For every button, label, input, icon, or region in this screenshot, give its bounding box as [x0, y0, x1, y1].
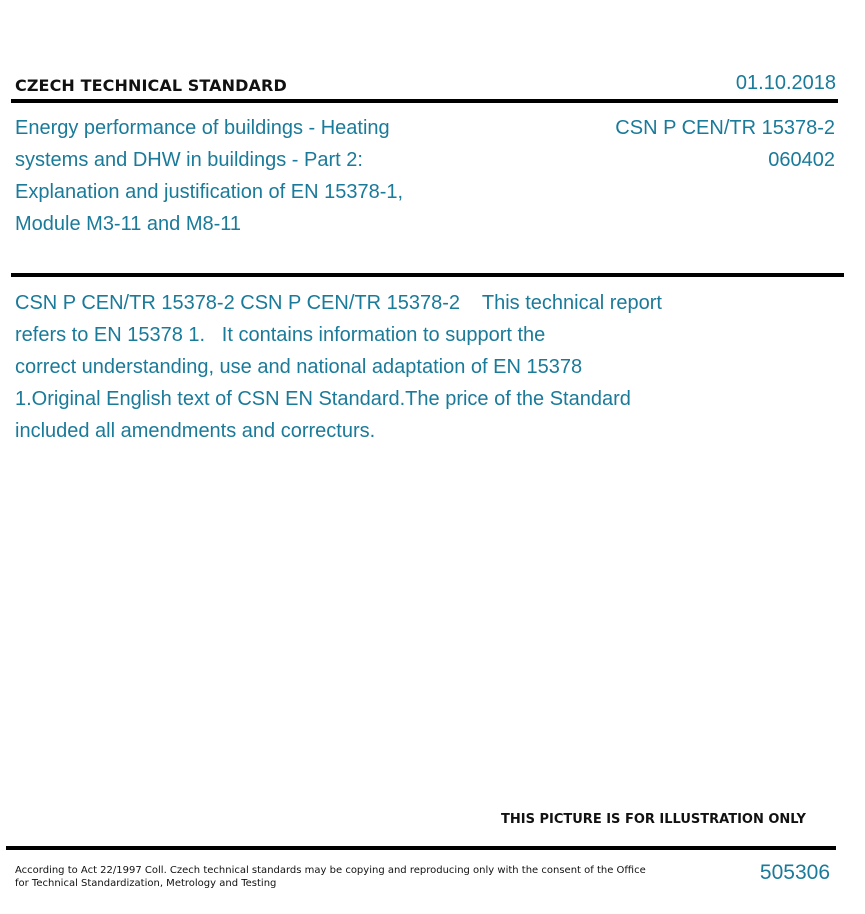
description-line: included all amendments and correcturs.	[15, 420, 376, 442]
title-line: Explanation and justification of EN 15378-1,	[15, 181, 404, 203]
standard-code: CSN P CEN/TR 15378-2	[615, 117, 835, 139]
standard-identifiers	[615, 112, 835, 176]
title-line: Energy performance of buildings - Heating	[15, 117, 390, 139]
title-line: systems and DHW in buildings - Part 2:	[15, 149, 363, 171]
section-divider	[11, 273, 844, 277]
title-line: Module M3-11 and M8-11	[15, 213, 242, 235]
legal-line: for Technical Standardization, Metrology and Testing	[15, 878, 277, 889]
footer-divider	[6, 846, 836, 850]
classification-number: 060402	[768, 149, 835, 171]
illustration-disclaimer: THIS PICTURE IS FOR ILLUSTRATION ONLY	[501, 812, 806, 827]
legal-line: According to Act 22/1997 Coll. Czech technical standards may be copying and reproducing only with the consent of the Office	[15, 865, 646, 876]
document-number: 505306	[759, 861, 830, 884]
standard-description	[15, 287, 735, 447]
publication-date: 01.10.2018	[735, 72, 836, 94]
standard-title	[15, 112, 485, 240]
description-line: refers to EN 15378 1. It contains information to support the	[15, 324, 546, 346]
header-divider	[11, 99, 838, 103]
description-line: CSN P CEN/TR 15378-2 CSN P CEN/TR 15378-2 This technical report	[15, 292, 662, 314]
document-type-label: CZECH TECHNICAL STANDARD	[15, 76, 287, 95]
description-line: 1.Original English text of CSN EN Standard.The price of the Standard	[15, 388, 631, 410]
legal-notice	[15, 864, 646, 890]
description-line: correct understanding, use and national adaptation of EN 15378	[15, 356, 583, 378]
